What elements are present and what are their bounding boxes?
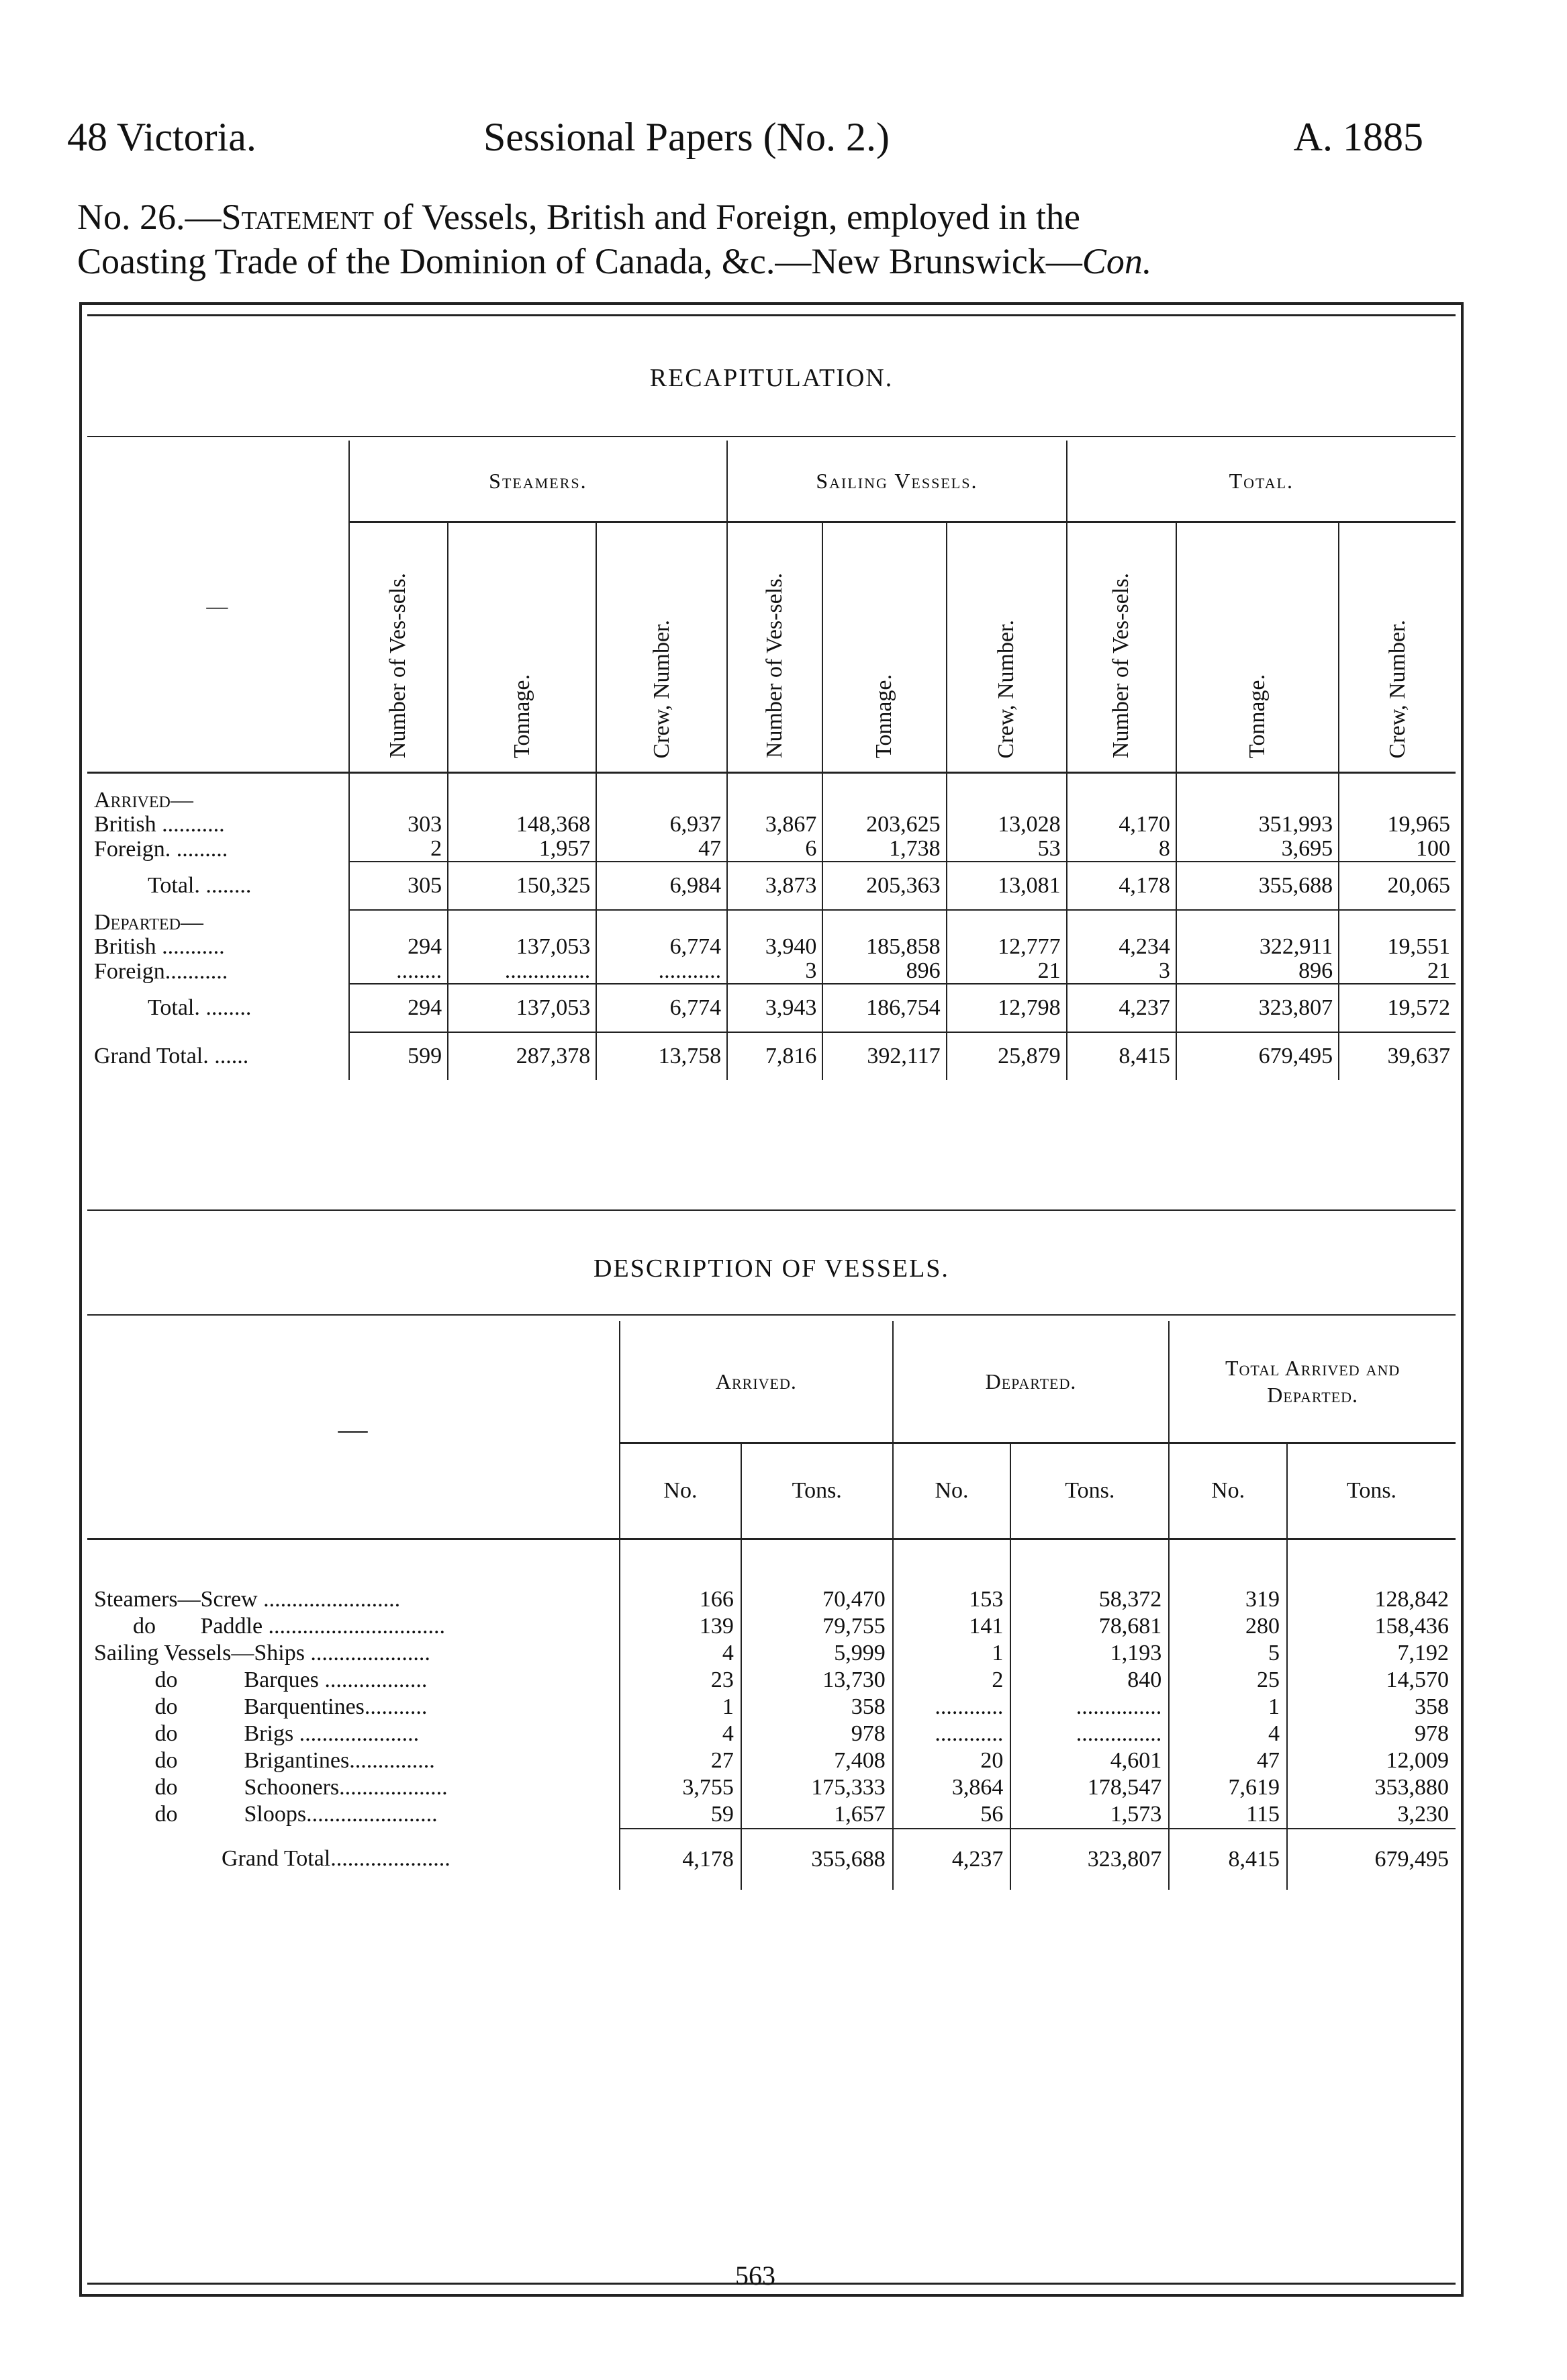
table-cell: ........... (596, 959, 727, 984)
table-cell: 205,363 (822, 862, 946, 910)
table-cell: 78,681 (1010, 1613, 1169, 1640)
table-cell: 47 (596, 837, 727, 862)
table-cell: 203,625 (822, 813, 946, 837)
table-cell: 14,570 (1287, 1667, 1456, 1694)
table-cell: 58,372 (1010, 1586, 1169, 1613)
table-cell: 4,178 (1067, 862, 1176, 910)
table-cell: 166 (620, 1586, 741, 1613)
col-tons: Tons. (1010, 1443, 1169, 1539)
table-row (87, 1721, 1456, 1747)
table-cell: ............ (893, 1694, 1011, 1721)
recap-blank-header: — (87, 441, 349, 773)
row-label: British ........... (94, 934, 225, 959)
vessel-class: do (154, 1774, 178, 1800)
col-tons: Tons. (1287, 1443, 1456, 1539)
table-cell: 1 (893, 1640, 1011, 1667)
col-number-of-vessels: Number of Ves-sels. (1067, 522, 1176, 773)
table-cell: ........ (349, 959, 448, 984)
table-cell: 4,601 (1010, 1747, 1169, 1774)
grand-total-row (87, 1829, 1456, 1890)
table-cell: 39,637 (1339, 1032, 1456, 1080)
table-cell: 21 (1339, 959, 1456, 984)
col-tons: Tons. (741, 1443, 893, 1539)
table-row (87, 862, 1456, 910)
table-cell: 4 (1169, 1721, 1287, 1747)
table-cell: 56 (893, 1801, 1011, 1829)
caption-con: Con. (1082, 241, 1152, 281)
table-cell: 178,547 (1010, 1774, 1169, 1801)
row-label: Foreign. ......... (94, 836, 228, 862)
table-cell: 3,695 (1176, 837, 1339, 862)
table-cell: 12,009 (1287, 1747, 1456, 1774)
col-number-of-vessels: Number of Ves-sels. (349, 522, 448, 773)
table-cell: ............... (448, 959, 596, 984)
header-title: Sessional Papers (No. 2.) (483, 115, 890, 159)
table-cell: 896 (1176, 959, 1339, 984)
vessel-type-label (87, 1667, 620, 1694)
col-tonnage: Tonnage. (448, 522, 596, 773)
table-cell: 21 (947, 959, 1067, 984)
table-cell: 12,777 (947, 935, 1067, 959)
running-header (67, 114, 1423, 175)
table-cell: 4 (620, 1721, 741, 1747)
table-cell: 3,867 (727, 813, 822, 837)
group-arrived: Arrived. (620, 1321, 893, 1443)
vessel-type-label (87, 1694, 620, 1721)
vessel-class: Steamers—Screw (94, 1586, 258, 1612)
table-cell: 150,325 (448, 862, 596, 910)
arrived-label: Arrived— (94, 788, 193, 813)
table-cell: ............... (1010, 1721, 1169, 1747)
table-cell: 355,688 (741, 1829, 893, 1890)
vessel-class: do (154, 1667, 178, 1692)
table-cell: 1,573 (1010, 1801, 1169, 1829)
table-row (87, 1801, 1456, 1829)
vessel-rig: ..................... (310, 1640, 430, 1665)
table-cell: 25 (1169, 1667, 1287, 1694)
group-departed: Departed. (893, 1321, 1170, 1443)
table-cell: 6 (727, 837, 822, 862)
table-cell: 20 (893, 1747, 1011, 1774)
table-cell: 5 (1169, 1640, 1287, 1667)
table-cell: 303 (349, 813, 448, 837)
desc-rule (87, 1314, 1456, 1316)
vessel-class: do (133, 1613, 156, 1639)
table-cell: ............... (1010, 1694, 1169, 1721)
col-tonnage: Tonnage. (1176, 522, 1339, 773)
table-cell: 137,053 (448, 984, 596, 1032)
departed-label: Departed— (94, 909, 203, 935)
table-cell: 2 (349, 837, 448, 862)
table-cell: 137,053 (448, 935, 596, 959)
col-no: No. (620, 1443, 741, 1539)
desc-blank-header: — (87, 1321, 620, 1539)
table-cell: 128,842 (1287, 1586, 1456, 1613)
table-row (87, 1640, 1456, 1667)
table-cell: 3,940 (727, 935, 822, 959)
table-cell: 19,551 (1339, 935, 1456, 959)
table-row (87, 1667, 1456, 1694)
table-cell: 358 (1287, 1694, 1456, 1721)
table-cell: 25,879 (947, 1032, 1067, 1080)
header-session: 48 Victoria. (67, 115, 256, 159)
table-cell: 47 (1169, 1747, 1287, 1774)
table-cell: 978 (1287, 1721, 1456, 1747)
table-inner-frame (87, 314, 1456, 2285)
table-row (87, 935, 1456, 959)
vessel-rig: Sloops....................... (244, 1802, 438, 1827)
table-cell: 148,368 (448, 813, 596, 837)
table-cell: 2 (893, 1667, 1011, 1694)
vessel-rig: Schooners................... (244, 1774, 448, 1800)
vessel-type-label (87, 1747, 620, 1774)
table-cell: 185,858 (822, 935, 946, 959)
table-cell: 353,880 (1287, 1774, 1456, 1801)
table-cell: 305 (349, 862, 448, 910)
table-cell: 4,234 (1067, 935, 1176, 959)
table-row (87, 1774, 1456, 1801)
table-cell: 59 (620, 1801, 741, 1829)
table-cell: 3,943 (727, 984, 822, 1032)
col-no: No. (893, 1443, 1011, 1539)
table-cell: 280 (1169, 1613, 1287, 1640)
row-label: Total. ........ (148, 873, 252, 898)
table-cell: 4 (620, 1640, 741, 1667)
table-cell: 23 (620, 1667, 741, 1694)
col-number-of-vessels: Number of Ves-sels. (727, 522, 822, 773)
vessel-rig: Brigantines............... (244, 1747, 435, 1773)
description-table (87, 1321, 1456, 1890)
table-cell: 392,117 (822, 1032, 946, 1080)
table-cell: 70,470 (741, 1586, 893, 1613)
table-cell: 19,965 (1339, 813, 1456, 837)
vessel-class: do (154, 1747, 178, 1773)
group-total-arrived-departed: Total Arrived and Departed. (1169, 1321, 1456, 1443)
table-row (87, 984, 1456, 1032)
vessel-class: do (154, 1694, 178, 1719)
table-cell: 355,688 (1176, 862, 1339, 910)
table-cell: 27 (620, 1747, 741, 1774)
table-row (87, 1032, 1456, 1080)
vessel-type-label (87, 1801, 620, 1829)
table-cell: 19,572 (1339, 984, 1456, 1032)
vessel-type-label (87, 1774, 620, 1801)
table-cell: 323,807 (1010, 1829, 1169, 1890)
table-cell: 6,774 (596, 935, 727, 959)
table-cell: 4,170 (1067, 813, 1176, 837)
table-cell: 896 (822, 959, 946, 984)
group-total: Total. (1067, 441, 1456, 522)
table-cell: 1 (1169, 1694, 1287, 1721)
col-tonnage: Tonnage. (822, 522, 946, 773)
vessel-type-label (87, 1721, 620, 1747)
row-label: British ........... (94, 812, 225, 837)
caption-line1: of Vessels, British and Foreign, employed in the (374, 197, 1080, 237)
vessel-rig: ........................ (263, 1586, 401, 1612)
table-cell: 13,730 (741, 1667, 893, 1694)
table-cell: 294 (349, 935, 448, 959)
vessel-class: Sailing Vessels—Ships (94, 1640, 305, 1665)
table-cell: 100 (1339, 837, 1456, 862)
departed-heading-row (87, 910, 1456, 935)
table-cell: 13,028 (947, 813, 1067, 837)
table-cell: 599 (349, 1032, 448, 1080)
table-row (87, 1586, 1456, 1613)
arrived-heading-row (87, 788, 1456, 813)
group-sailing-vessels: Sailing Vessels. (727, 441, 1067, 522)
table-row (87, 959, 1456, 984)
table-cell: 1,738 (822, 837, 946, 862)
row-label: Foreign........... (94, 958, 228, 984)
table-cell: 1 (620, 1694, 741, 1721)
table-cell: 4,178 (620, 1829, 741, 1890)
table-row (87, 1694, 1456, 1721)
caption-number: No. 26.— (77, 197, 222, 237)
table-cell: 6,774 (596, 984, 727, 1032)
page-number: 563 (735, 2260, 775, 2291)
table-cell: 1,193 (1010, 1640, 1169, 1667)
table-cell: 141 (893, 1613, 1011, 1640)
col-crew-number: Crew, Number. (947, 522, 1067, 773)
table-cell: 679,495 (1176, 1032, 1339, 1080)
table-cell: 153 (893, 1586, 1011, 1613)
table-cell: 319 (1169, 1586, 1287, 1613)
table-cell: 7,816 (727, 1032, 822, 1080)
col-crew-number: Crew, Number. (596, 522, 727, 773)
vessel-class: do (154, 1802, 178, 1827)
table-cell: 3,230 (1287, 1801, 1456, 1829)
section-divider (87, 1209, 1456, 1211)
table-cell: 4,237 (893, 1829, 1011, 1890)
table-caption (77, 195, 1420, 283)
vessel-class: do (154, 1721, 178, 1746)
table-cell: 115 (1169, 1801, 1287, 1829)
table-cell: 6,937 (596, 813, 727, 837)
vessel-type-label (87, 1613, 620, 1640)
table-cell: 351,993 (1176, 813, 1339, 837)
table-cell: 175,333 (741, 1774, 893, 1801)
col-no: No. (1169, 1443, 1287, 1539)
group-steamers: Steamers. (349, 441, 727, 522)
table-cell: 5,999 (741, 1640, 893, 1667)
table-cell: 8 (1067, 837, 1176, 862)
table-cell: 13,758 (596, 1032, 727, 1080)
table-cell: ............ (893, 1721, 1011, 1747)
table-cell: 4,237 (1067, 984, 1176, 1032)
table-cell: 8,415 (1169, 1829, 1287, 1890)
vessel-type-label (87, 1586, 620, 1613)
table-cell: 7,192 (1287, 1640, 1456, 1667)
table-row (87, 813, 1456, 837)
row-label: Total. ........ (148, 995, 252, 1020)
table-cell: 287,378 (448, 1032, 596, 1080)
table-cell: 79,755 (741, 1613, 893, 1640)
recapitulation-table (87, 441, 1456, 1080)
table-cell: 978 (741, 1721, 893, 1747)
table-cell: 294 (349, 984, 448, 1032)
vessel-rig: Paddle ............................... (200, 1613, 446, 1639)
table-cell: 322,911 (1176, 935, 1339, 959)
recap-title: RECAPITULATION. (649, 364, 894, 392)
table-cell: 7,408 (741, 1747, 893, 1774)
table-cell: 158,436 (1287, 1613, 1456, 1640)
row-label: Grand Total. ...... (94, 1043, 249, 1068)
table-cell: 3,873 (727, 862, 822, 910)
table-cell: 13,081 (947, 862, 1067, 910)
vessel-rig: Brigs ..................... (244, 1721, 420, 1746)
table-cell: 12,798 (947, 984, 1067, 1032)
header-year: A. 1885 (1293, 115, 1423, 159)
table-cell: 139 (620, 1613, 741, 1640)
table-cell: 1,657 (741, 1801, 893, 1829)
table-cell: 323,807 (1176, 984, 1339, 1032)
vessel-rig: Barquentines........... (244, 1694, 428, 1719)
table-row (87, 1747, 1456, 1774)
table-cell: 186,754 (822, 984, 946, 1032)
recap-rule (87, 436, 1456, 437)
table-cell: 53 (947, 837, 1067, 862)
caption-line2: Coasting Trade of the Dominion of Canada, &c.—New Brunswick— (77, 241, 1082, 281)
grand-total-label: Grand Total..................... (222, 1846, 450, 1871)
vessel-rig: Barques .................. (244, 1667, 428, 1692)
table-cell: 3 (1067, 959, 1176, 984)
desc-title: DESCRIPTION OF VESSELS. (593, 1254, 949, 1283)
table-row (87, 837, 1456, 862)
vessel-type-label (87, 1640, 620, 1667)
table-row (87, 1613, 1456, 1640)
table-cell: 3,755 (620, 1774, 741, 1801)
col-crew-number: Crew, Number. (1339, 522, 1456, 773)
table-cell: 840 (1010, 1667, 1169, 1694)
table-cell: 1,957 (448, 837, 596, 862)
table-cell: 3,864 (893, 1774, 1011, 1801)
table-cell: 6,984 (596, 862, 727, 910)
table-cell: 7,619 (1169, 1774, 1287, 1801)
table-cell: 20,065 (1339, 862, 1456, 910)
table-cell: 679,495 (1287, 1829, 1456, 1890)
table-cell: 8,415 (1067, 1032, 1176, 1080)
table-cell: 3 (727, 959, 822, 984)
table-cell: 358 (741, 1694, 893, 1721)
caption-statement: Statement (221, 197, 375, 237)
table-frame (79, 302, 1464, 2297)
